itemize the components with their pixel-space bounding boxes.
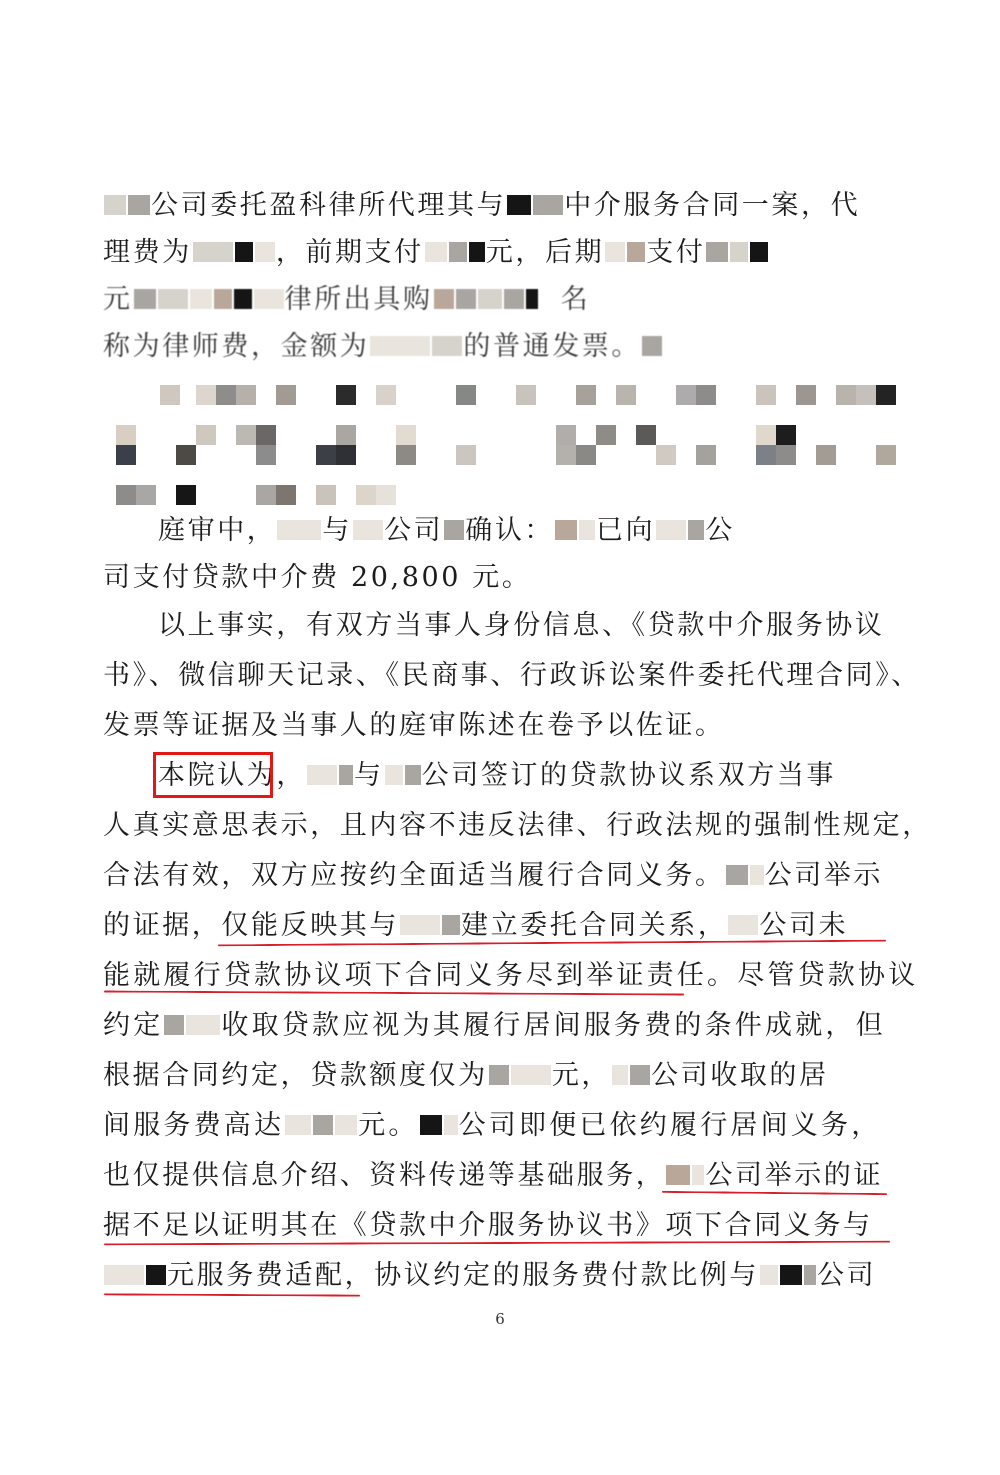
text-line: 庭审中， 与 公司 确认： 已向 公 — [158, 515, 735, 546]
text-line: 元 律所出具购 名 — [103, 284, 591, 315]
text-line: 以上事实，有双方当事人身份信息、《贷款中介服务协议 — [158, 610, 885, 641]
annotation-box — [153, 752, 273, 798]
text-line: 据不足以证明其在《贷款中介服务协议书》项下合同义务与 — [103, 1210, 873, 1241]
court-opinion-heading: 本院认为 — [158, 760, 277, 791]
text-line: 间服务费高达 元。 公司即便已依约履行居间义务， — [103, 1110, 882, 1141]
text-line: 司支付贷款中介费 20,800 元。 — [103, 562, 532, 593]
text-line: 也仅提供信息介绍、资料传递等基础服务， 公司举示的证 — [103, 1160, 884, 1191]
text-line: 公司委托盈科律所代理其与 中介服务合同一案，代 — [103, 183, 903, 229]
text-line: 本院认为， 与 公司签订的贷款协议系双方当事 — [158, 760, 837, 791]
text-line: 人真实意思表示，且内容不违反法律、行政法规的强制性规定， — [103, 810, 932, 841]
redacted-mosaic — [110, 380, 910, 510]
page-number: 6 — [495, 1310, 505, 1328]
text-line: 能就履行贷款协议项下合同义务尽到举证责任。尽管贷款协议 — [103, 960, 919, 991]
text-line: 理费为 ，前期支付 元，后期 支付 — [103, 230, 903, 276]
text-line: 元服务费适配，协议约定的服务费付款比例与 公司 — [103, 1253, 903, 1299]
text-line: 根据合同约定，贷款额度仅为 元， 公司收取的居 — [103, 1060, 829, 1091]
text-line: 合法有效，双方应按约全面适当履行合同义务。 公司举示 — [103, 860, 884, 891]
text-line: 的证据，仅能反映其与 建立委托合同关系， 公司未 — [103, 910, 849, 941]
text-line: 书》、微信聊天记录、《民商事、行政诉讼案件委托代理合同》、 — [103, 660, 921, 691]
text-line: 称为律师费，金额为 的普通发票。 — [103, 324, 903, 370]
text-line: 约定 收取贷款应视为其履行居间服务费的条件成就，但 — [103, 1010, 886, 1041]
text-line: 发票等证据及当事人的庭审陈述在卷予以佐证。 — [103, 710, 725, 741]
